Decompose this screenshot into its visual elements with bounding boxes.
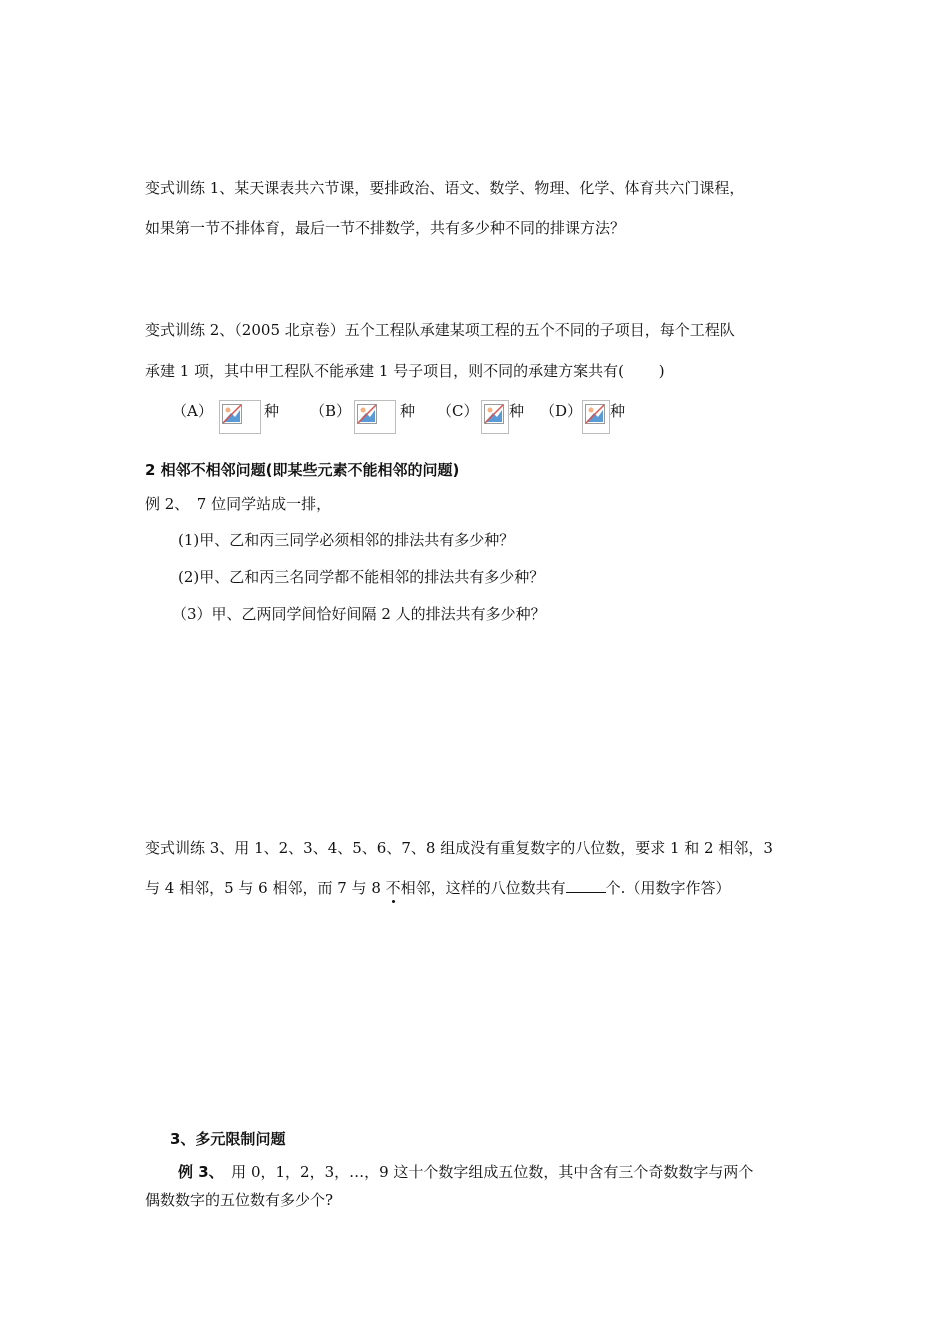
variant3-line2-part1: 与 4 相邻，5 与 6 相邻，而 7 与 8 (145, 879, 386, 897)
option-c-label: （C） (437, 402, 479, 420)
variant1-line2: 如果第一节不排体育，最后一节不排数学，共有多少种不同的排课方法？ (145, 219, 626, 237)
answer-options (0, 400, 950, 440)
broken-image-icon (354, 400, 396, 434)
example3-line2: 偶数数字的五位数有多少个? (145, 1191, 334, 1209)
broken-image-icon (481, 400, 509, 434)
example3-label: 例 3、 (178, 1163, 217, 1181)
section3-heading: 3、多元限制问题 (170, 1130, 286, 1148)
emphasis-char: 不 (385, 879, 401, 897)
answer-blank (566, 878, 606, 893)
broken-image-icon (219, 400, 261, 434)
option-b-label: （B） (310, 402, 352, 420)
example2-q1: (1)甲、乙和丙三同学必须相邻的排法共有多少种？ (178, 531, 515, 549)
option-d-label: （D） (540, 402, 583, 420)
variant3-line2-part3: 个.（用数字作答） (605, 879, 731, 897)
variant2-line1: 变式训练 2、（2005 北京卷）五个工程队承建某项工程的五个不同的子项目，每个工程队 (145, 321, 735, 339)
example3-line1 (178, 1162, 753, 1182)
option-c-suffix: 种 (509, 402, 525, 420)
option-b-suffix: 种 (400, 402, 416, 420)
example2-q2: (2)甲、乙和丙三名同学都不能相邻的排法共有多少种？ (178, 568, 545, 586)
broken-image-icon (582, 400, 610, 434)
variant1-line1: 变式训练 1、某天课表共六节课，要排政治、语文、数学、物理、化学、体育共六门课程， (145, 179, 745, 197)
example2-line: 例 2、 7 位同学站成一排， (145, 495, 332, 513)
option-a-label: （A） (172, 402, 213, 420)
option-a-suffix: 种 (264, 402, 280, 420)
variant2-line2: 承建 1 项，其中甲工程队不能承建 1 号子项目，则不同的承建方案共有( ) (145, 362, 665, 380)
example2-q3: （3）甲、乙两同学间恰好间隔 2 人的排法共有多少种？ (172, 605, 546, 623)
example3-text: 用 0，1，2，3，…，9 这十个数字组成五位数，其中含有三个奇数数字与两个 (216, 1163, 754, 1181)
variant3-line2 (145, 878, 730, 898)
variant3-line1: 变式训练 3、用 1、2、3、4、5、6、7、8 组成没有重复数字的八位数，要求 1 和 2 相邻，3 (145, 839, 773, 857)
variant3-line2-part2: 相邻，这样的八位数共有 (400, 879, 566, 897)
section2-heading: 2 相邻不相邻问题(即某些元素不能相邻的问题) (145, 461, 460, 479)
option-d-suffix: 种 (610, 402, 626, 420)
